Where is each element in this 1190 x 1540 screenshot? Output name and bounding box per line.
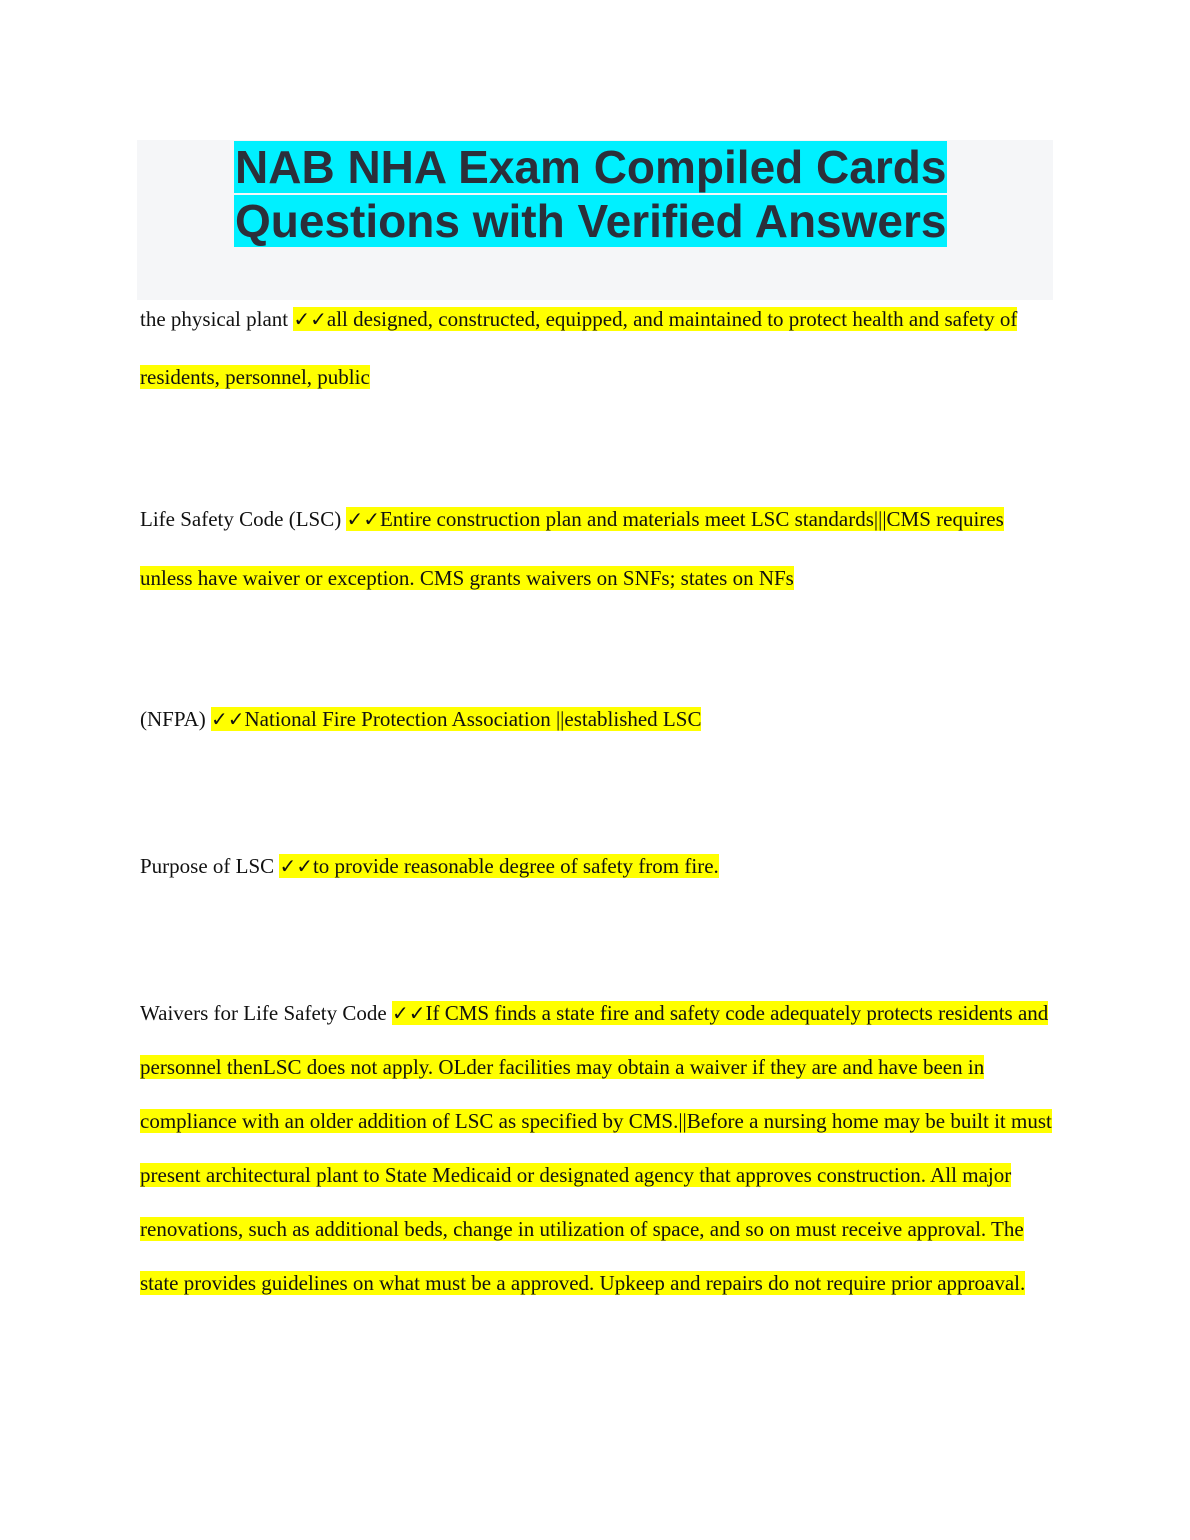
card-answer: all designed, constructed, equipped, and maintained to protect health and safety of residents, personnel, public [140,307,1018,389]
card-answer: If CMS finds a state fire and safety code adequately protects residents and personnel thenLSC does not apply. OLder facilities may obtain a waiver if they are and have been in compliance with an older addition of LSC as specified by CMS.||Before a nursing home may be built it must present architectural plant to State Medicaid or designated agency that approves construction. All major renovations, such as additional beds, change in utilization of space, and so on must receive approval. The state provides guidelines on what must be a approved. Upkeep and repairs do not require prior approaval. [140,1001,1052,1295]
card-term: (NFPA) [140,707,211,731]
card-answer-highlight [279,854,718,878]
card-answer-highlight [211,707,701,731]
title-line-2: Questions with Verified Answers [235,195,947,247]
double-check-icon: ✓✓ [211,707,245,731]
flashcard-lsc-waivers [140,986,1052,1310]
flashcard-life-safety-code [140,490,1052,608]
card-term: Life Safety Code (LSC) [140,507,347,531]
card-answer-highlight [140,1001,1052,1295]
double-check-icon: ✓✓ [346,507,380,531]
card-term: the physical plant [140,307,294,331]
document-title [234,140,947,248]
card-answer: Entire construction plan and materials meet LSC standards|||CMS requires unless have waiver or exception. CMS grants waivers on SNFs; states on NFs [140,507,1004,590]
double-check-icon: ✓✓ [293,307,327,331]
flashcard-nfpa [140,691,1052,748]
card-term: Purpose of LSC [140,854,280,878]
flashcard-physical-plant [140,290,1052,406]
double-check-icon: ✓✓ [279,854,313,878]
card-answer: to provide reasonable degree of safety from fire. [312,854,719,878]
card-term: Waivers for Life Safety Code [140,1001,392,1025]
card-answer: National Fire Protection Association ||established LSC [244,707,702,731]
double-check-icon: ✓✓ [391,1001,426,1025]
flashcard-purpose-of-lsc [140,838,1052,895]
title-line-1: NAB NHA Exam Compiled Cards [235,141,947,193]
